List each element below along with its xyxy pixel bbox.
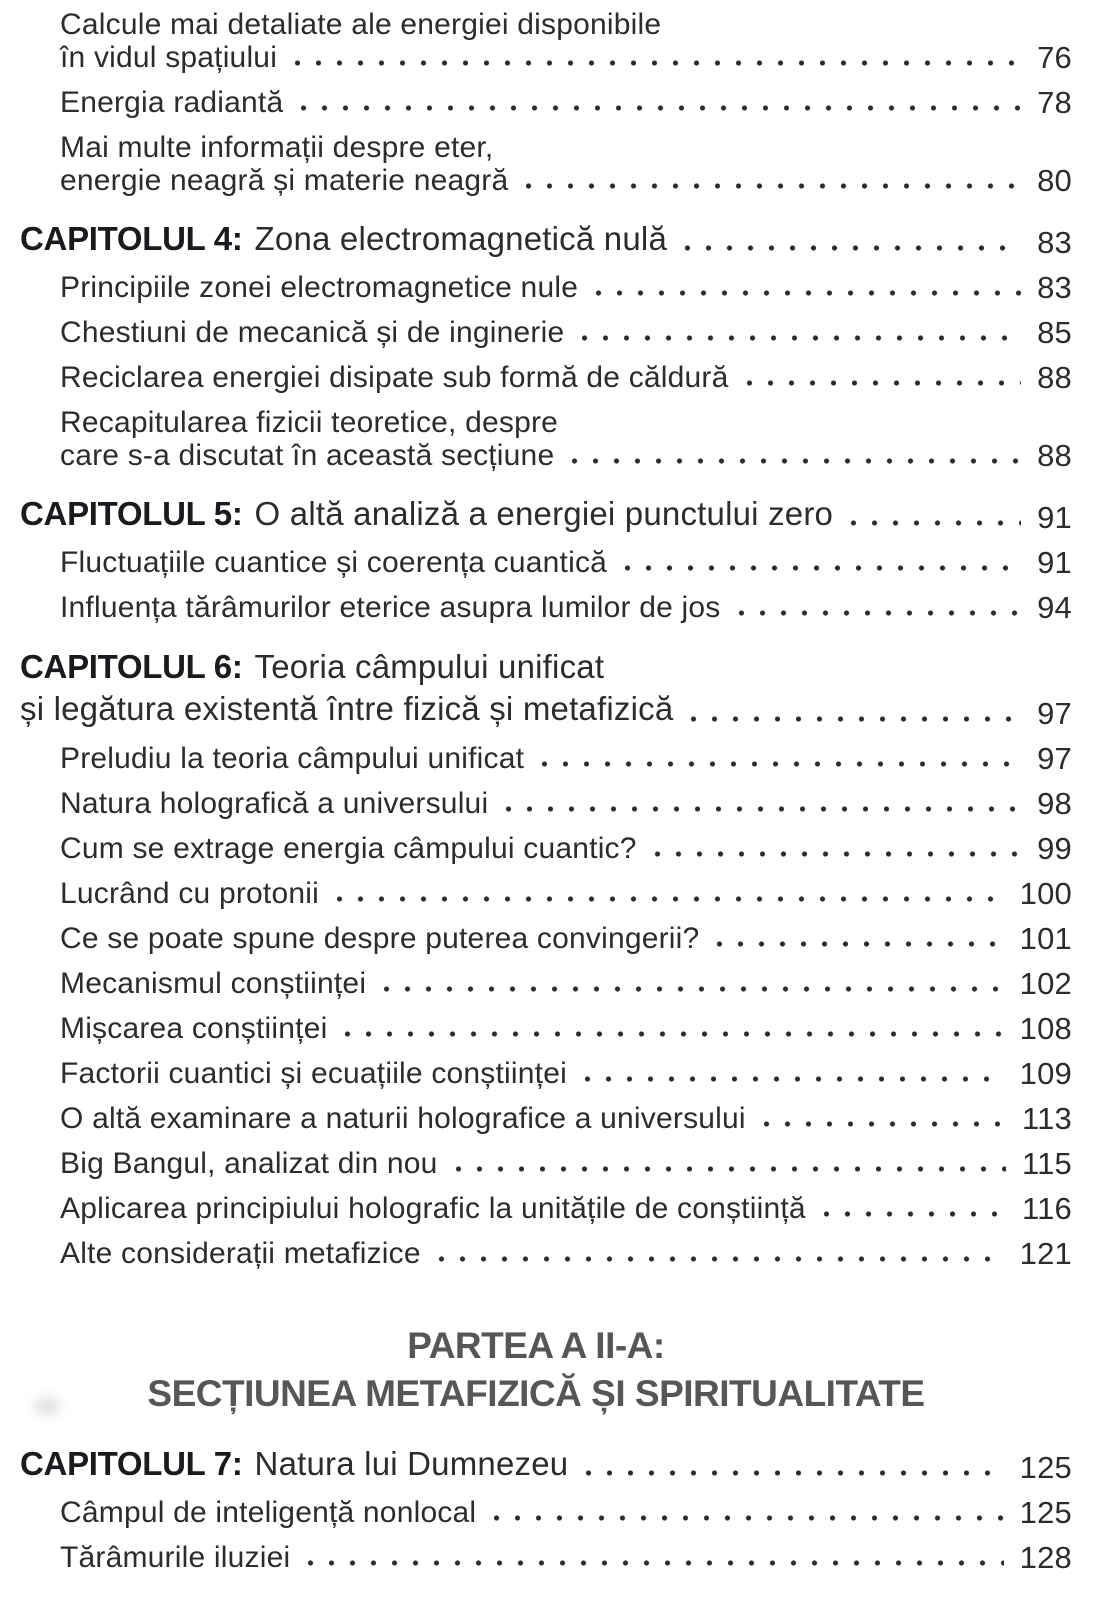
toc-entry xyxy=(0,1237,1072,1270)
page-number: 97 xyxy=(1037,741,1072,776)
toc-entry-line xyxy=(60,1496,1072,1529)
page-number: 80 xyxy=(1037,163,1072,198)
toc-entry xyxy=(0,1102,1072,1135)
toc-entry-line xyxy=(60,1012,1072,1045)
entry-title: în vidul spațiului xyxy=(60,41,278,74)
toc-entry xyxy=(0,1541,1072,1574)
entry-title: Factorii cuantici și ecuațiile conștiinței xyxy=(60,1057,567,1090)
toc-entry xyxy=(0,316,1072,349)
page-number: 91 xyxy=(1037,545,1072,580)
part-heading-line: SECȚIUNEA METAFIZICĂ ȘI SPIRITUALITATE xyxy=(147,1373,925,1414)
toc-entry-line xyxy=(20,219,1072,259)
page-number: 97 xyxy=(1037,696,1072,731)
page-number: 94 xyxy=(1037,590,1072,625)
page-number: 113 xyxy=(1021,1101,1072,1136)
toc-entry-line xyxy=(20,494,1072,534)
toc-entry xyxy=(0,1012,1072,1045)
toc-entry xyxy=(0,1444,1072,1484)
toc-entry-line xyxy=(60,877,1072,910)
toc-entry xyxy=(0,361,1072,394)
dot-leader xyxy=(329,896,1004,902)
entry-title: Lucrând cu protonii xyxy=(60,877,319,910)
toc-entry-line xyxy=(20,1444,1072,1484)
dot-leader xyxy=(816,1211,1006,1217)
toc-entry-line xyxy=(60,967,1072,1000)
toc-entry-line xyxy=(60,1057,1072,1090)
entry-title: O altă analiză a energiei punctului zero xyxy=(254,495,834,532)
dot-leader xyxy=(731,610,1022,616)
entry-title: Influența tărâmurilor eterice asupra lumilor de jos xyxy=(60,591,721,624)
entry-title: Recapitularea fizicii teoretice, despre xyxy=(60,406,559,439)
page-number: 100 xyxy=(1019,876,1072,911)
toc-entry xyxy=(0,591,1072,624)
toc-entry-line xyxy=(60,86,1072,119)
toc-entry xyxy=(0,787,1072,820)
dot-leader xyxy=(448,1166,1006,1172)
entry-title: care s-a discutat în această secțiune xyxy=(60,439,555,472)
entry-title: Big Bangul, analizat din nou xyxy=(60,1147,438,1180)
entry-title: Fluctuațiile cuantice și coerența cuantică xyxy=(60,546,608,579)
dot-leader xyxy=(709,941,1003,947)
toc-entry xyxy=(0,742,1072,775)
entry-title: Tărâmurile iluziei xyxy=(60,1541,291,1574)
entry-title: și legătura existentă între fizică și metafizică xyxy=(20,690,674,727)
entry-title: energie neagră și materie neagră xyxy=(60,164,509,197)
dot-leader xyxy=(843,520,1021,526)
part-heading-line: PARTEA A II-A: xyxy=(407,1325,665,1366)
entry-title: Aplicarea principiului holografic la unitățile de conștiință xyxy=(60,1192,806,1225)
entry-title: Câmpul de inteligență nonlocal xyxy=(60,1496,477,1529)
page-number: 98 xyxy=(1037,786,1072,821)
page-number: 115 xyxy=(1021,1146,1072,1181)
toc-entry xyxy=(0,406,1072,472)
part-heading xyxy=(0,1322,1072,1418)
page-number: 108 xyxy=(1019,1011,1072,1046)
toc-entry-line xyxy=(20,688,1072,730)
toc-entry xyxy=(0,1147,1072,1180)
toc-entry xyxy=(0,1192,1072,1225)
toc-list xyxy=(0,8,1072,1574)
dot-leader xyxy=(300,1560,1003,1566)
toc-entry-line xyxy=(60,41,1072,74)
toc-entry-line xyxy=(60,361,1072,394)
dot-leader xyxy=(486,1515,1003,1521)
toc-entry-line xyxy=(60,922,1072,955)
entry-title: Mecanismul conștiinței xyxy=(60,967,367,1000)
page-number: 76 xyxy=(1037,40,1072,75)
entry-title: O altă examinare a naturii holografice a universului xyxy=(60,1102,746,1135)
page-number: 128 xyxy=(1019,1540,1072,1575)
chapter-number-label: CAPITOLUL 5: xyxy=(20,495,243,532)
dot-leader xyxy=(293,105,1021,111)
entry-title: Mișcarea conștiinței xyxy=(60,1012,328,1045)
toc-entry xyxy=(0,967,1072,1000)
scan-artifact-dot xyxy=(34,1398,60,1414)
page-number: 121 xyxy=(1019,1236,1072,1271)
entry-title: Natura holografică a universului xyxy=(60,787,489,820)
dot-leader xyxy=(376,986,1003,992)
entry-title: Preludiu la teoria câmpului unificat xyxy=(60,742,525,775)
page-number: 125 xyxy=(1019,1450,1072,1485)
toc-entry xyxy=(0,646,1072,730)
dot-leader xyxy=(617,565,1021,571)
page-number: 88 xyxy=(1037,438,1072,473)
toc-entry-line xyxy=(60,439,1072,472)
toc-entry-line xyxy=(60,271,1072,304)
dot-leader xyxy=(431,1256,1004,1262)
dot-leader xyxy=(337,1031,1003,1037)
toc-entry xyxy=(0,86,1072,119)
entry-title: Natura lui Dumnezeu xyxy=(254,1445,569,1482)
toc-entry xyxy=(0,832,1072,865)
dot-leader xyxy=(287,60,1021,66)
page-number: 88 xyxy=(1037,360,1072,395)
toc-entry-line xyxy=(60,787,1072,820)
entry-title: Mai multe informații despre eter, xyxy=(60,131,494,164)
page-number: 78 xyxy=(1037,85,1072,120)
page-number: 91 xyxy=(1037,500,1072,535)
entry-title: Energia radiantă xyxy=(60,86,284,119)
dot-leader xyxy=(647,851,1021,857)
entry-title: Cum se extrage energia câmpului cuantic? xyxy=(60,832,637,865)
entry-title: Calcule mai detaliate ale energiei disponibile xyxy=(60,8,662,41)
toc-entry-line xyxy=(60,1102,1072,1135)
entry-title: Alte considerații metafizice xyxy=(60,1237,421,1270)
toc-entry-line xyxy=(60,546,1072,579)
toc-entry xyxy=(0,1496,1072,1529)
entry-title: Reciclarea energiei disipate sub formă de căldură xyxy=(60,361,729,394)
dot-leader xyxy=(739,380,1022,386)
toc-entry xyxy=(0,877,1072,910)
entry-title: Teoria câmpului unificat xyxy=(254,648,605,685)
dot-leader xyxy=(564,458,1021,464)
toc-entry-line xyxy=(60,1237,1072,1270)
page-number: 83 xyxy=(1037,270,1072,305)
toc-entry xyxy=(0,922,1072,955)
toc-entry-line xyxy=(60,406,1072,439)
toc-entry-line xyxy=(60,832,1072,865)
page-number: 102 xyxy=(1019,966,1072,1001)
page-number: 109 xyxy=(1019,1056,1072,1091)
page-number: 83 xyxy=(1037,225,1072,260)
toc-entry xyxy=(0,131,1072,197)
chapter-number-label: CAPITOLUL 7: xyxy=(20,1445,243,1482)
toc-entry-line xyxy=(20,646,1072,688)
chapter-number-label: CAPITOLUL 6: xyxy=(20,648,243,685)
page-number: 99 xyxy=(1037,831,1072,866)
page-number: 101 xyxy=(1019,921,1072,956)
toc-entry xyxy=(0,494,1072,534)
dot-leader xyxy=(756,1121,1006,1127)
toc-entry xyxy=(0,546,1072,579)
dot-leader xyxy=(534,761,1021,767)
dot-leader xyxy=(683,716,1021,722)
entry-title: Ce se poate spune despre puterea convingerii? xyxy=(60,922,700,955)
toc-entry-line xyxy=(60,8,1072,41)
toc-entry-line xyxy=(60,1147,1072,1180)
entry-title: Principiile zonei electromagnetice nule xyxy=(60,271,579,304)
toc-entry xyxy=(0,1057,1072,1090)
dot-leader xyxy=(677,245,1021,251)
page-number: 116 xyxy=(1021,1191,1072,1226)
dot-leader xyxy=(578,1470,1003,1476)
toc-entry-line xyxy=(60,591,1072,624)
toc-entry-line xyxy=(60,1541,1072,1574)
dot-leader xyxy=(588,290,1021,296)
chapter-number-label: CAPITOLUL 4: xyxy=(20,220,243,257)
toc-entry-line xyxy=(60,131,1072,164)
toc-entry-line xyxy=(60,164,1072,197)
toc-entry xyxy=(0,219,1072,259)
toc-entry-line xyxy=(60,742,1072,775)
toc-entry-line xyxy=(60,316,1072,349)
toc-entry xyxy=(0,8,1072,74)
page-number: 85 xyxy=(1037,315,1072,350)
dot-leader xyxy=(574,335,1021,341)
dot-leader xyxy=(577,1076,1004,1082)
entry-title: Chestiuni de mecanică și de inginerie xyxy=(60,316,565,349)
entry-title: Zona electromagnetică nulă xyxy=(254,220,667,257)
dot-leader xyxy=(518,183,1021,189)
page-number: 125 xyxy=(1019,1495,1072,1530)
toc-entry xyxy=(0,271,1072,304)
dot-leader xyxy=(498,806,1021,812)
toc-entry-line xyxy=(60,1192,1072,1225)
